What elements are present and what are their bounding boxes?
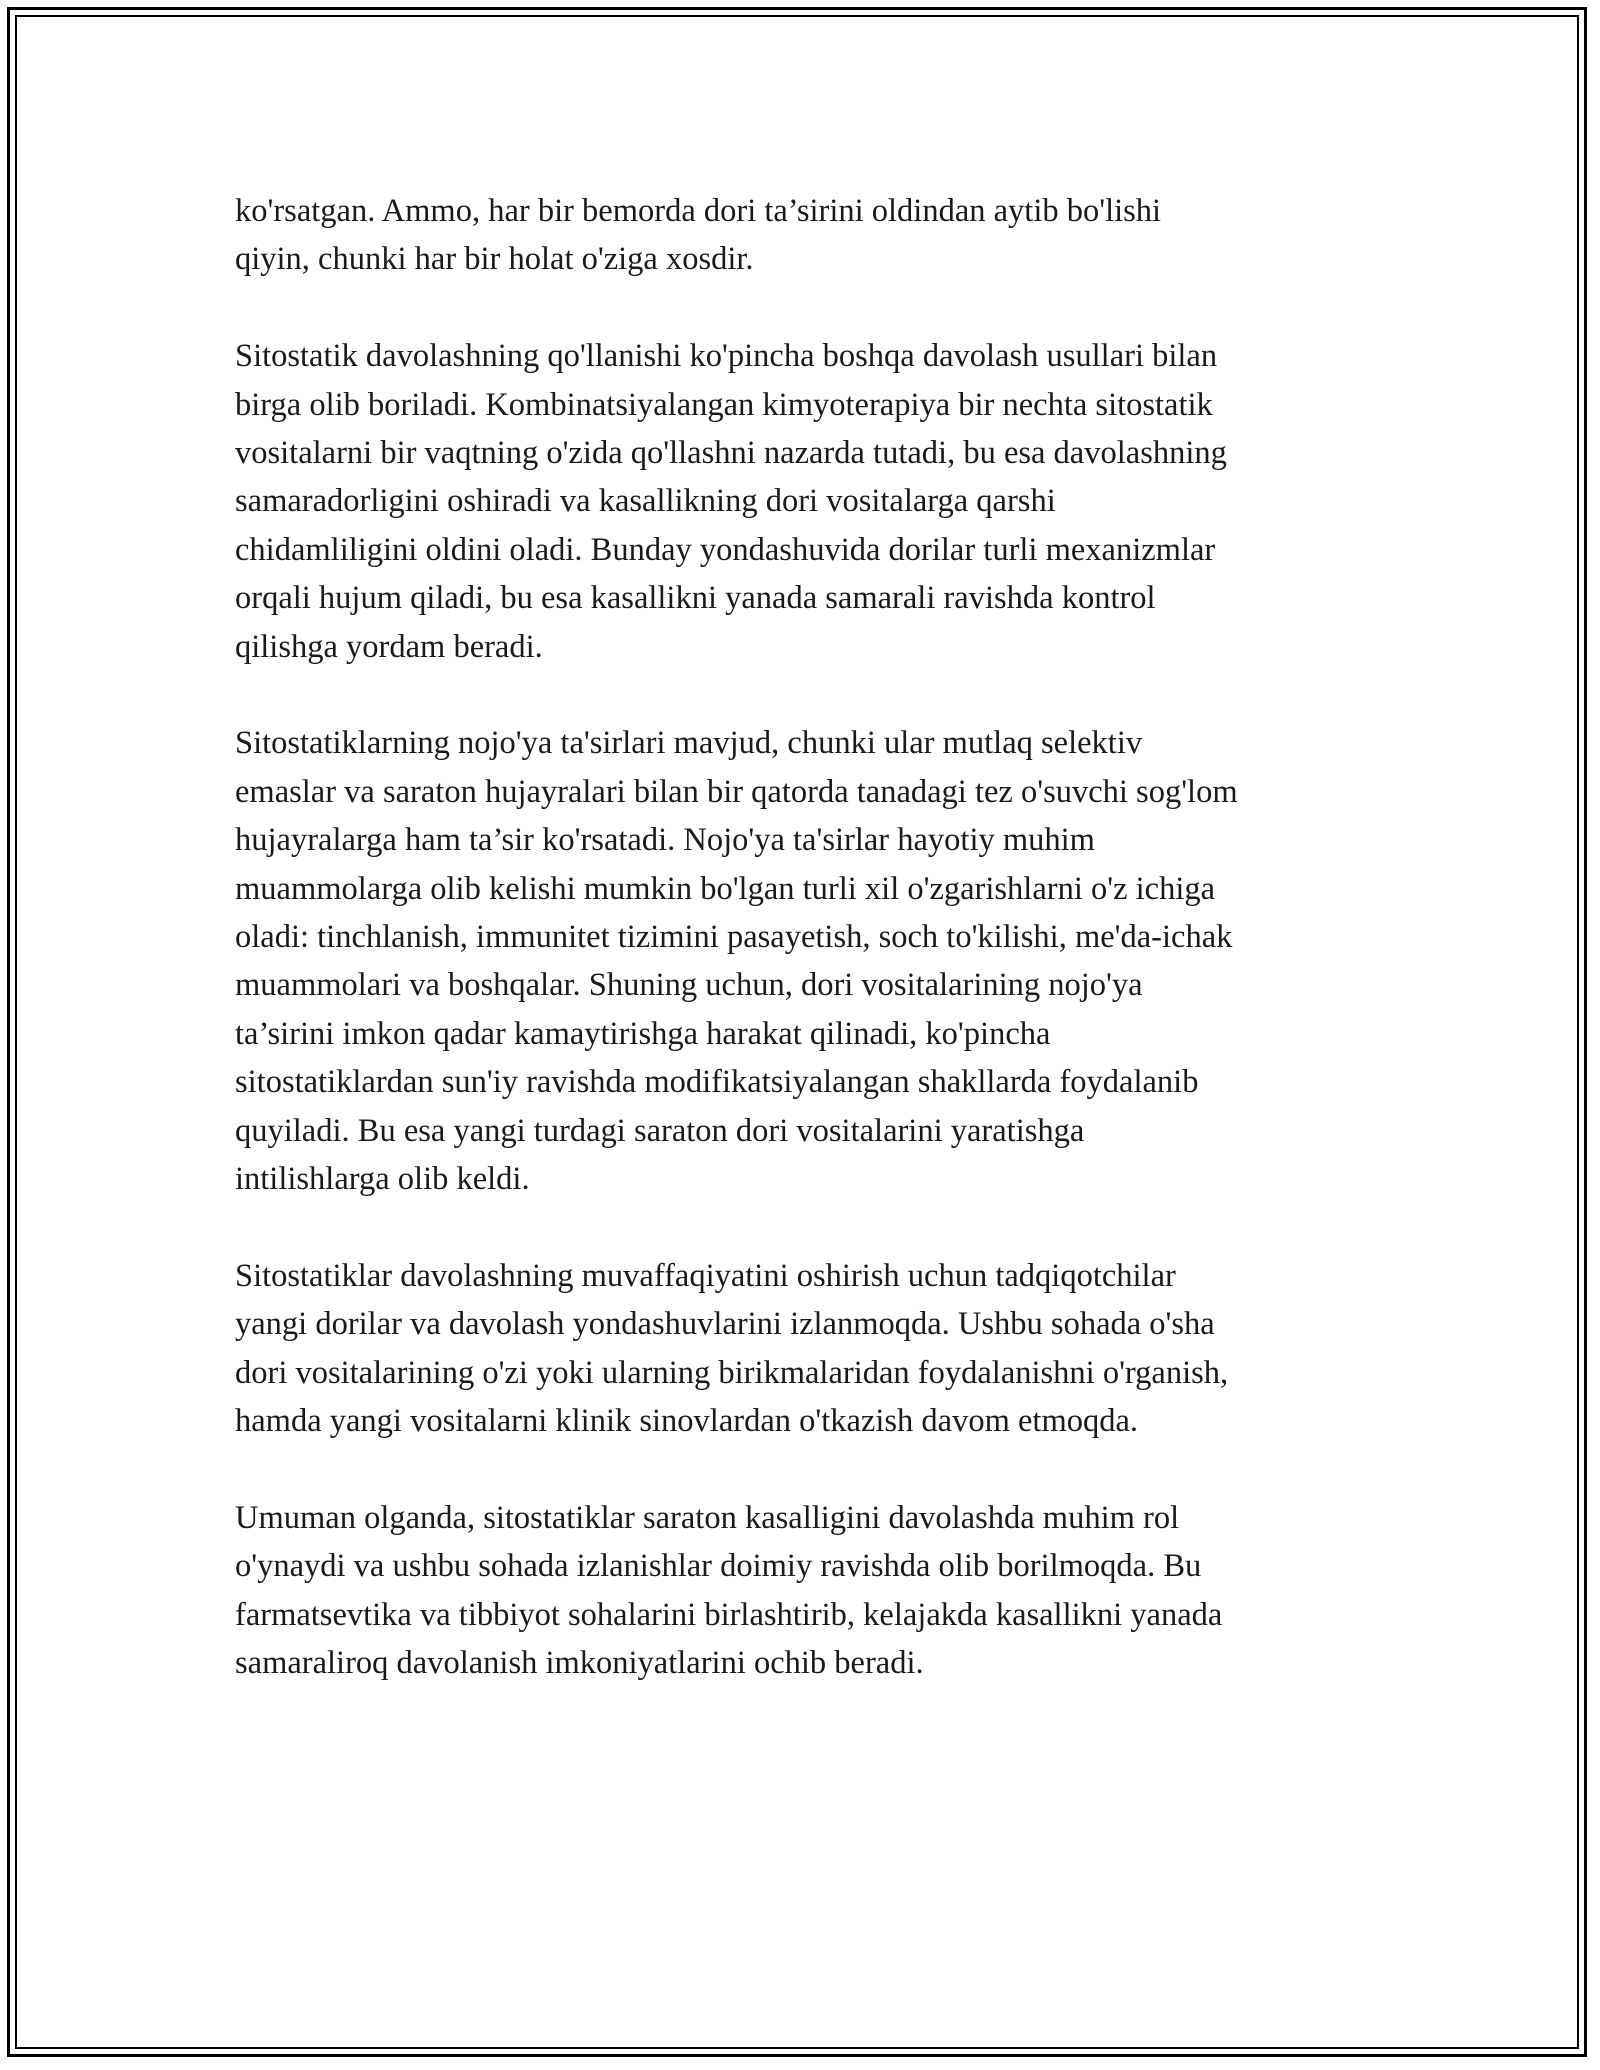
text-line: ta’sirini imkon qadar kamaytirishga harakat qilinadi, ko'pincha: [235, 1015, 1051, 1052]
text-line: qilishga yordam beradi.: [235, 628, 543, 665]
paragraph-3: [235, 719, 1365, 1203]
text-line: Umuman olganda, sitostatiklar saraton kasalligini davolashda muhim rol: [235, 1499, 1180, 1536]
text-line: hamda yangi vositalarni klinik sinovlardan o'tkazish davom etmoqda.: [235, 1403, 1139, 1440]
paragraph-2: [235, 332, 1365, 671]
paragraph-1: [235, 187, 1365, 284]
text-line: qiyin, chunki har bir holat o'ziga xosdir.: [235, 241, 754, 278]
text-line: Sitostatik davolashning qo'llanishi ko'pincha boshqa davolash usullari bilan: [235, 338, 1218, 375]
paragraph-4: [235, 1252, 1365, 1446]
text-line: Sitostatiklar davolashning muvaffaqiyatini oshirish uchun tadqiqotchilar: [235, 1257, 1176, 1294]
text-line: muammolarga olib kelishi mumkin bo'lgan turli xil o'zgarishlarni o'z ichiga: [235, 870, 1216, 907]
paragraph-5: [235, 1494, 1365, 1688]
document-body: [235, 187, 1365, 1736]
text-line: ko'rsatgan. Ammo, har bir bemorda dori ta’sirini oldindan aytib bo'lishi: [235, 193, 1162, 229]
text-line: vositalarni bir vaqtning o'zida qo'llashni nazarda tutadi, bu esa davolashning: [235, 435, 1227, 472]
text-line: farmatsevtika va tibbiyot sohalarini birlashtirib, kelajakda kasallikni yanada: [235, 1596, 1223, 1633]
text-line: o'ynaydi va ushbu sohada izlanishlar doimiy ravishda olib borilmoqda. Bu: [235, 1548, 1202, 1585]
text-line: hujayralarga ham ta’sir ko'rsatadi. Nojo'ya ta'sirlar hayotiy muhim: [235, 822, 1095, 859]
text-line: chidamliligini oldini oladi. Bunday yondashuvida dorilar turli mexanizmlar: [235, 531, 1216, 568]
text-line: yangi dorilar va davolash yondashuvlarini izlanmoqda. Ushbu sohada o'sha: [235, 1306, 1215, 1343]
text-line: intilishlarga olib keldi.: [235, 1161, 530, 1198]
text-line: samaraliroq davolanish imkoniyatlarini ochib beradi.: [235, 1645, 924, 1682]
text-line: birga olib boriladi. Kombinatsiyalangan kimyoterapiya bir nechta sitostatik: [235, 386, 1213, 423]
text-line: emaslar va saraton hujayralari bilan bir qatorda tanadagi tez o'suvchi sog'lom: [235, 773, 1238, 810]
text-line: samaradorligini oshiradi va kasallikning dori vositalarga qarshi: [235, 483, 1056, 520]
text-line: oladi: tinchlanish, immunitet tizimini pasayetish, soch to'kilishi, me'da-ichak: [235, 919, 1233, 956]
text-line: muammolari va boshqalar. Shuning uchun, dori vositalarining nojo'ya: [235, 967, 1143, 1004]
text-line: quyiladi. Bu esa yangi turdagi saraton dori vositalarini yaratishga: [235, 1112, 1085, 1149]
text-line: sitostatiklardan sun'iy ravishda modifikatsiyalangan shakllarda foydalanib: [235, 1064, 1199, 1101]
text-line: orqali hujum qiladi, bu esa kasallikni yanada samarali ravishda kontrol: [235, 580, 1156, 617]
text-line: Sitostatiklarning nojo'ya ta'sirlari mavjud, chunki ular mutlaq selektiv: [235, 725, 1143, 762]
text-line: dori vositalarining o'zi yoki ularning birikmalaridan foydalanishni o'rganish,: [235, 1354, 1229, 1391]
